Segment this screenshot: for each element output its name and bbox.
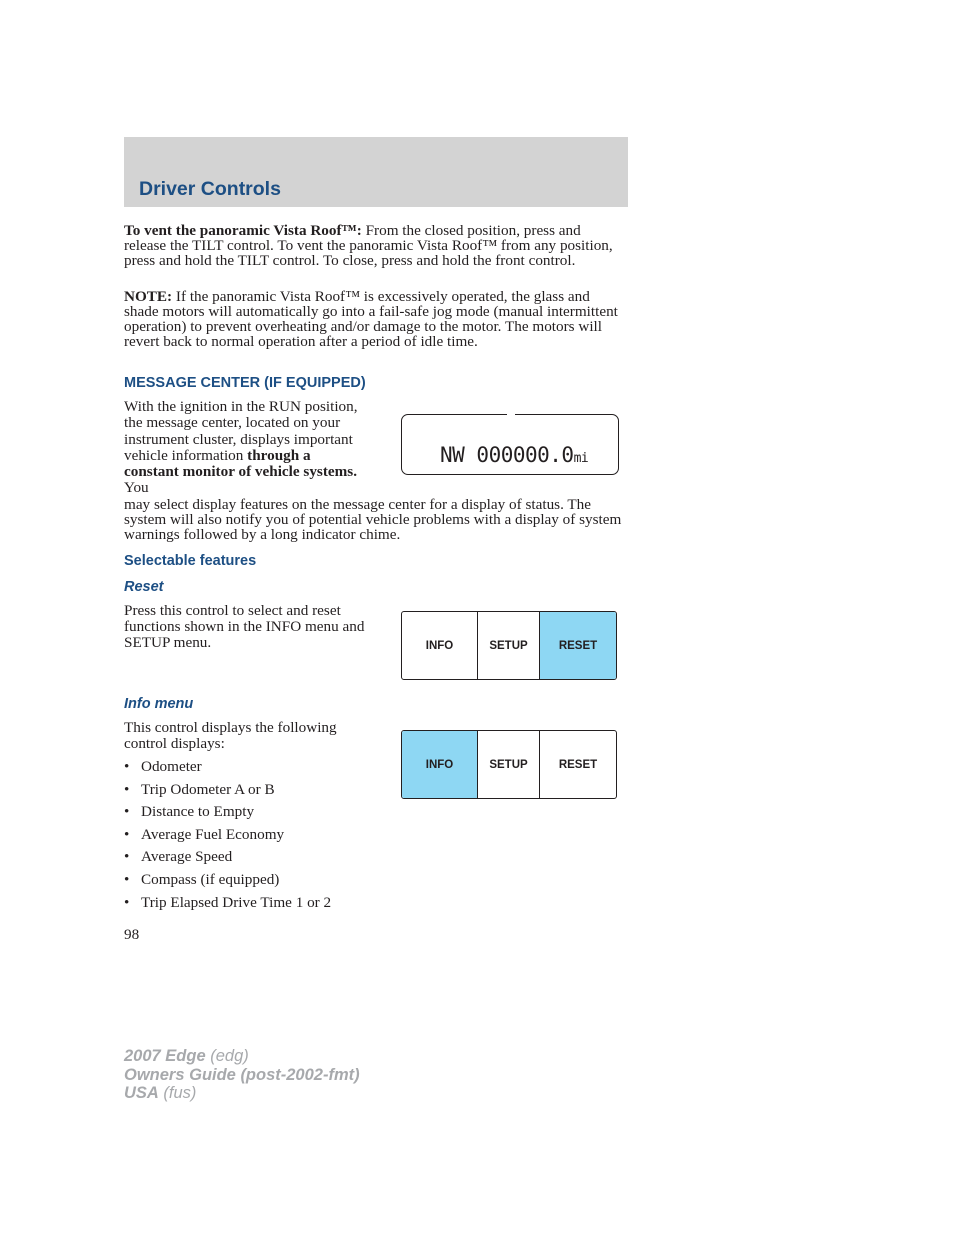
note-label: NOTE: [124,288,173,305]
list-item: • Trip Odometer A or B [124,780,275,798]
footer-line-3: USA (fus) [124,1084,197,1102]
footer-line-1: 2007 Edge (edg) [124,1047,249,1065]
vent-label: To vent the panoramic Vista Roof™: [124,222,362,239]
list-item: • Distance to Empty [124,803,255,821]
display-notch [507,413,515,416]
reset-button[interactable]: RESET [558,758,598,771]
info-menu-list [124,758,331,916]
message-center-bold: through a constant monitor of vehicle systems. [124,446,357,481]
display-unit: mi [573,451,589,466]
note-text: If the panoramic Vista Roof™ is excessively operated, the glass and shade motors will automatically go into a fail-safe jog mode (manual intermittent operation) to prevent overheating and/or damage to the motor. The motors will revert back to normal operation after a period of idle time. [124,288,618,350]
message-center-text-wrapped [124,399,369,497]
info-menu-heading: Info menu [124,696,194,712]
reset-description: Press this control to select and reset functions shown in the INFO menu and SETUP menu. [124,602,365,651]
message-center-display [401,414,619,475]
list-item: • Trip Elapsed Drive Time 1 or 2 [124,893,332,911]
message-center-text-b: You [124,479,149,497]
info-button[interactable]: INFO [402,612,478,679]
list-item: • Average Fuel Economy [124,825,285,843]
control-buttons-info-highlighted [401,730,617,799]
list-item: • Average Speed [124,848,233,866]
vent-paragraph [124,223,624,268]
vent-text: From the closed position, press and release the TILT control. To vent the panoramic Vista Roof™ from any position, press and hold the TILT control. To close, press and hold the front control. [124,222,613,269]
setup-button[interactable]: SETUP [478,612,540,679]
selectable-features-heading: Selectable features [124,553,257,569]
message-center-text-c: may select display features on the message center for a display of status. The system will also notify you of potential vehicle problems with a display of system warnings followed by a long indicator chime. [124,495,622,543]
document-footer [124,1047,360,1103]
page-number: 98 [124,926,140,943]
list-item: • Odometer [124,758,202,775]
message-center-text-a: With the ignition in the RUN position, the message center, located on your instrument cluster, displays important vehicle information [124,398,358,464]
info-button-highlighted[interactable]: INFO [402,731,478,798]
info-menu-description: This control displays the following control displays: [124,719,337,752]
display-readout [440,443,588,467]
control-buttons-reset-highlighted [401,611,617,680]
reset-heading: Reset [124,579,164,595]
message-center-heading: MESSAGE CENTER (IF EQUIPPED) [124,375,366,391]
setup-button[interactable]: SETUP [478,731,540,798]
reset-button-highlighted[interactable]: RESET [540,612,616,679]
footer-line-2: Owners Guide (post-2002-fmt) [124,1065,360,1084]
section-title: Driver Controls [139,178,281,200]
display-reading: NW 000000.0 [440,443,574,467]
section-header-band [124,137,628,207]
list-item: • Compass (if equipped) [124,870,280,888]
note-paragraph [124,289,624,349]
